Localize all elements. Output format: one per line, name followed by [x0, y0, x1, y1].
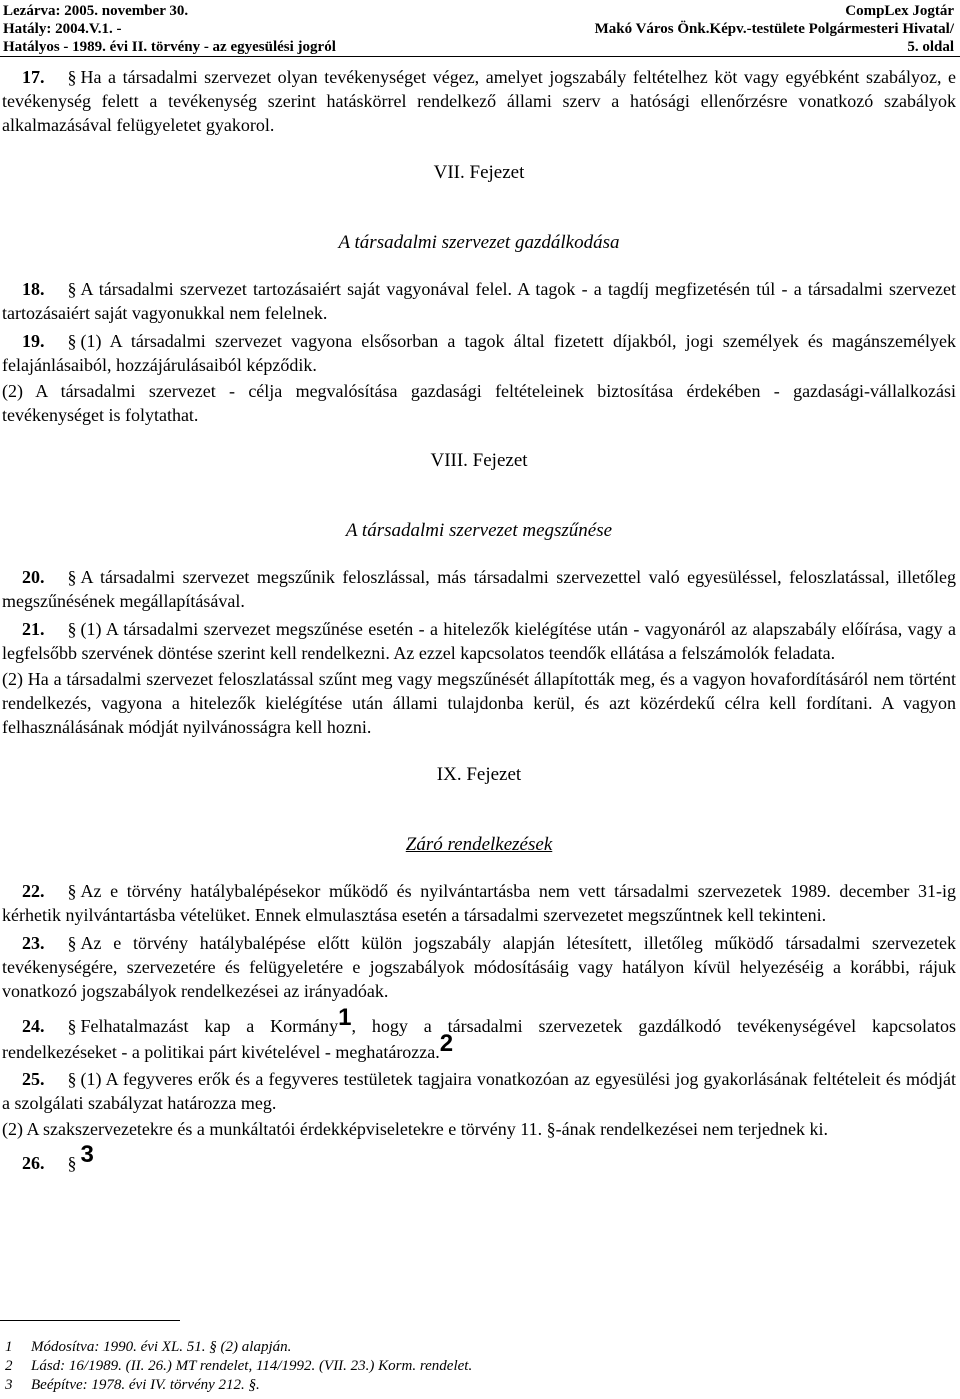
footnote-1	[5, 1338, 955, 1357]
chapter-title-9: Záró rendelkezések	[405, 834, 553, 855]
page-header	[0, 2, 958, 56]
header-licensee: Makó Város Önk.Képv.-testülete Polgármesteri Hivatal/	[594, 21, 954, 37]
paragraph-22	[2, 879, 956, 927]
section-text: Felhatalmazást kap a Kormány	[80, 1016, 339, 1036]
chapter-heading-7: VII. Fejezet	[433, 162, 525, 183]
footnote-rule	[0, 1320, 180, 1321]
section-text: Az e törvény hatálybalépésekor működő és nyilvántartásba nem vett társadalmi szervezetek 1989. december 31-ig kérhetik nyilvántartásba vételüket. Ennek elmulasztása esetén a társadalmi szervezetet megszűntnek kell tekinteni.	[2, 881, 956, 925]
document-body	[2, 60, 956, 1175]
section-text: (1) A társadalmi szervezet megszűnése esetén - a hitelezők kielégítése után - vagyonáról az alapszabály előírása, vagy a legfelsőbb szervének döntése szerint kell rendelkezni. Az ezzel kapcsolatos teendők ellátása a felszámolók feladata.	[2, 619, 956, 663]
paragraph-23	[2, 931, 956, 1003]
paragraph-19-2: (2) A társadalmi szervezet - célja megvalósítása gazdasági feltételeinek biztosítása érdekében - gazdasági-vállalkozási tevékenységet is folytathat.	[2, 381, 956, 425]
section-number: 23.	[22, 933, 45, 953]
section-number: 21.	[22, 619, 45, 639]
section-text: A társadalmi szervezet megszűnik feloszlással, más társadalmi szervezettel való egyesüléssel, feloszlatással, illetőleg megszűnésének megállapításával.	[2, 567, 956, 611]
footnote-number: 1	[5, 1339, 13, 1355]
section-number: 24.	[22, 1016, 45, 1036]
section-text: Az e törvény hatálybalépése előtt külön jogszabály alapján létesített, illetőleg működő társadalmi szervezetek tevékenységére, szervezetére és felügyeletére e jogszabályok módosításáig vagy hatályon kívül helyezéséig a korábbi, rájuk vonatkozó jogszabályok rendelkezései az irányadóak.	[2, 933, 956, 1001]
paragraph-21	[2, 617, 956, 665]
paragraph-21-2: (2) Ha a társadalmi szervezet feloszlatással szűnt meg vagy megszűnését állapították meg, és a vagyon hovafordításáról nem történt rendelkezés, vagyona a hitelezők kielégítése után állami tulajdonba kerül, és azt közérdekű célra kell fordítani. A vagyon felhasználásának módját nyilvánosságra kell hozni.	[2, 669, 956, 737]
section-sign-icon: §	[67, 933, 77, 953]
paragraph-17	[2, 65, 956, 137]
paragraph-26	[2, 1141, 956, 1175]
section-text-cont: , hogy a társadalmi szervezetek gazdálkodó tevékenységével kapcsolatos rendelkezéseket - a politikai párt kivételével - meghatározza.	[2, 1016, 957, 1062]
footnote-ref-2[interactable]: 2	[439, 1030, 454, 1057]
section-number: 22.	[22, 881, 45, 901]
paragraph-19	[2, 329, 956, 377]
footnote-ref-3[interactable]: 3	[80, 1141, 94, 1168]
section-sign-icon: §	[67, 279, 77, 299]
header-page-number: 5. oldal	[907, 39, 954, 55]
section-sign-icon: §	[67, 1016, 77, 1036]
paragraph-20	[2, 565, 956, 613]
footnote-text: Lásd: 16/1989. (II. 26.) MT rendelet, 114/1992. (VII. 23.) Korm. rendelet.	[31, 1358, 473, 1374]
paragraph-18	[2, 277, 956, 325]
header-rule	[0, 56, 960, 57]
section-number: 19.	[22, 331, 45, 351]
section-number: 17.	[22, 67, 45, 87]
section-number: 18.	[22, 279, 45, 299]
footnote-number: 2	[5, 1358, 13, 1374]
chapter-title-7: A társadalmi szervezet gazdálkodása	[338, 232, 620, 253]
section-sign-icon: §	[67, 567, 77, 587]
chapter-title-8: A társadalmi szervezet megszűnése	[345, 520, 613, 541]
footnote-text: Módosítva: 1990. évi XL. 51. § (2) alapján.	[31, 1339, 292, 1355]
paragraph-25	[2, 1067, 956, 1115]
header-effect: Hatály: 2004.V.1. -	[3, 21, 122, 37]
section-text: Ha a társadalmi szervezet olyan tevékenységet végez, amelyet jogszabály feltételhez köt vagy egyébként szabályoz, e tevékenység felett a tevékenység szerint hatáskörrel rendelkező állami szerv a hatósági ellenőrzésre vonatkozó szabályok alkalmazásával felügyeletet gyakorol.	[2, 67, 956, 135]
section-number: 25.	[22, 1069, 45, 1089]
header-product: CompLex Jogtár	[845, 3, 954, 19]
paragraph-25-2: (2) A szakszervezetekre és a munkáltatói érdekképviseletekre e törvény 11. §-ának rendelkezései nem terjednek ki.	[2, 1119, 828, 1139]
section-number: 20.	[22, 567, 45, 587]
section-sign-icon: §	[67, 331, 77, 351]
footnotes	[5, 1338, 955, 1395]
section-text: (1) A társadalmi szervezet vagyona elsősorban a tagok által fizetett díjakból, jogi személyek és magánszemélyek felajánlásaiból, hozzájárulásaiból képződik.	[2, 331, 956, 375]
section-sign-icon: §	[67, 1153, 77, 1173]
chapter-heading-9: IX. Fejezet	[436, 764, 522, 785]
footnote-number: 3	[5, 1377, 13, 1393]
header-closed-date: Lezárva: 2005. november 30.	[3, 3, 189, 19]
footnote-ref-1[interactable]: 1	[338, 1004, 352, 1031]
section-number: 26.	[22, 1153, 45, 1173]
header-law-title: Hatályos - 1989. évi II. törvény - az egyesülési jogról	[3, 39, 336, 55]
section-sign-icon: §	[67, 1069, 77, 1089]
paragraph-24	[2, 1004, 957, 1065]
footnote-2	[5, 1357, 955, 1376]
footnote-text: Beépítve: 1978. évi IV. törvény 212. §.	[31, 1377, 260, 1393]
chapter-heading-8: VIII. Fejezet	[430, 450, 528, 471]
section-sign-icon: §	[67, 67, 77, 87]
section-text: A társadalmi szervezet tartozásaiért saját vagyonával felel. A tagok - a tagdíj megfizetésén túl - a társadalmi szervezet tartozásaiért saját vagyonukkal nem felelnek.	[2, 279, 956, 323]
section-text: (1) A fegyveres erők és a fegyveres testületek tagjaira vonatkozóan az egyesülési jog gyakorlásának feltételeit és módját a szolgálati szabályzat határozza meg.	[2, 1069, 956, 1113]
footnote-3	[5, 1376, 955, 1395]
section-sign-icon: §	[67, 619, 77, 639]
section-sign-icon: §	[67, 881, 77, 901]
